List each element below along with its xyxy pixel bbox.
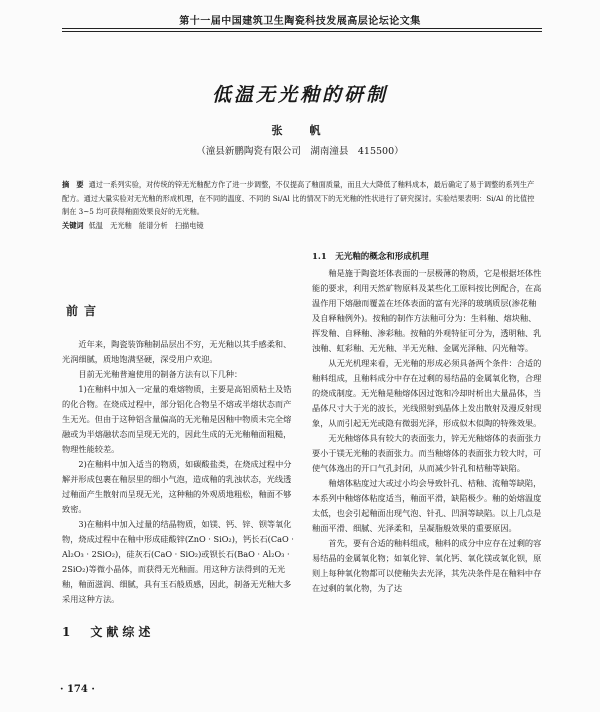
keywords-label: 关键词 <box>62 220 84 230</box>
paragraph: 釉熔体粘度过大或过小均会导致针孔、桔釉、流釉等缺陷，本系列中釉熔体粘度适当，釉面平滑，缺陷极少。釉的始熔温度太低，也会引起釉面出现气泡、针孔、凹洞等缺陷。以上几点是釉面平滑、细腻、光泽柔和，呈凝脂般效果的重要原因。 <box>312 478 542 533</box>
left-column <box>62 292 298 640</box>
running-head: 第十一届中国建筑卫生陶瓷科技发展高层论坛论文集 <box>179 16 421 27</box>
paragraph: 近年来，陶瓷装饰釉制品层出不穷，无光釉以其手感柔和、光润细腻，质地饱满坚硬，深受用户欢迎。 <box>62 339 292 364</box>
header-rule-thin <box>62 31 542 32</box>
paragraph: 无光釉熔体具有较大的表面张力，锌无光釉熔体的表面张力要小于镁无光釉的表面张力。而当釉熔体的表面张力较大时，可使气体逸出的开口气孔封闭，从而减少针孔和桔釉等缺陷。 <box>312 433 542 473</box>
intro-heading: 前言 <box>66 304 103 318</box>
paragraph: 3)在釉料中加入过量的结晶物质，如镁、钙、锌、钡等氧化物，烧成过程中在釉中形成硅酸锌(ZnO · SiO₂)，钙长石(CaO · Al₂O₃ · 2SiO₂)，硅灰石(CaO · SiO₂)或钡长石(BaO · Al₂O₃ · 2SiO₂)等微小晶体，而获得无光釉面。用这种方法得到的无光釉，釉面滋润、细腻，具有玉石般质感，因此，制备无光釉大多采用这种方法。 <box>62 519 294 604</box>
author-affiliation: （潼县新鹏陶瓷有限公司 湖南潼县 415500） <box>196 146 404 157</box>
section-1-heading: 1 文献综述 <box>62 625 155 639</box>
header-rule <box>62 28 542 29</box>
paragraph: 从无光机理来看，无光釉的形成必须具备两个条件：合适的釉料组成，且釉料成分中存在过剩的易结晶的金属氧化物，合理的烧成制度。无光釉是釉熔体因过饱和冷却时析出大量晶体，当晶体尺寸大于光的波长，光线照射到晶体上发出散射及漫反射现象，从而引起无光或隐有微弱光泽，形成似木似陶的特殊效果。 <box>312 358 542 428</box>
keywords-text: 低温 无光釉 能谱分析 扫描电镜 <box>88 220 204 230</box>
abstract-text: 通过一系列实验，对传统的锌无光釉配方作了进一步调整，不仅提高了釉面质量，而且大大降低了釉料成本，最后确定了易于调整的系列生产配方。通过大量实验对无光釉的形成机理，在不同的温度、不同的 Si/Al 比的情况下的无光釉的性状进行了研究探讨。实验结果表明：Si/Al 的比值控制在 3~5 均可获得釉面效果良好的无光釉。 <box>62 180 535 216</box>
author-name: 张 帆 <box>271 124 329 137</box>
paragraph: 首先，要有合适的釉料组成，釉料的成分中应存在过剩的容易结晶的金属氧化物；如氧化锌、氧化钙、氧化镁或氧化钡，原则上每种氧化物都可以使釉失去光泽，其先决条件是在釉料中存在过剩的氧化物，为了达 <box>312 538 542 593</box>
right-column <box>312 250 542 596</box>
subsection-heading: 1.1 无光釉的概念和形成机理 <box>312 252 429 262</box>
abstract-block <box>62 178 540 232</box>
abstract <box>62 178 540 219</box>
paragraph: 目前无光釉普遍使用的制备方法有以下几种： <box>78 369 243 379</box>
page-number: · 174 · <box>60 684 95 695</box>
article-title: 低温无光釉的研制 <box>211 84 388 106</box>
keywords <box>62 219 540 233</box>
paragraph: 1)在釉料中加入一定量的难熔物质，主要是高铝质粘土及锆的化合物。在烧成过程中，部分铝化合物呈不熔或半熔状态而产生无光。但由于这种铝含量偏高的无光釉是因釉中物质未完全熔融或为半熔融状态而呈现无光的，因此生成的无光釉釉面粗糙，物理性能较差。 <box>62 384 292 454</box>
paragraph: 釉是施于陶瓷坯体表面的一层极薄的物质，它是根据坯体性能的要求，利用天然矿物原料及某些化工原料按比例配合，在高温作用下熔融而覆盖在坯体表面的富有光泽的玻璃质层(渗花釉及自释釉例外)。按釉的制作方法釉可分为：生料釉、熔块釉、挥发釉、自释釉、渗彩釉。按釉的外观特征可分为，透明釉、乳浊釉、虹彩釉、无光釉、半无光釉、金属光泽釉、闪光釉等。 <box>312 268 542 353</box>
paragraph: 2)在釉料中加入适当的物质，如碳酸盐类，在烧成过程中分解并形成包裹在釉层里的细小气泡，造成釉的乳浊状态，光线透过釉面产生散射而呈现无光，这种釉的外观质地粗松，釉面不够致密。 <box>62 459 292 514</box>
abstract-label: 摘 要 <box>62 180 84 189</box>
